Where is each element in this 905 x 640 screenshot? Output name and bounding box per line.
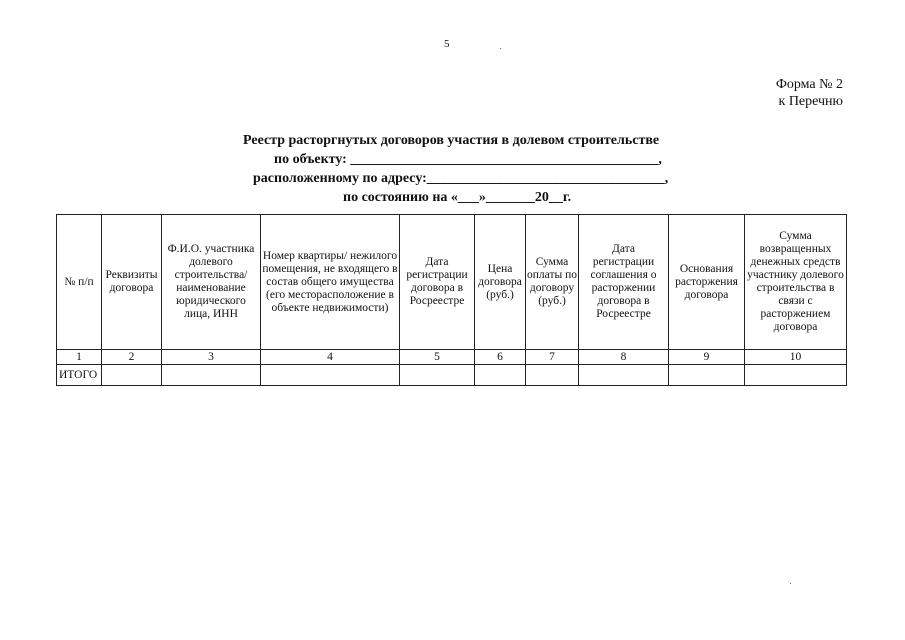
total-row	[57, 365, 847, 386]
scan-dot	[790, 583, 791, 584]
total-cell	[261, 365, 400, 386]
header-cell-participant: Ф.И.О. участника долевого строительства/ наименование юридического лица, ИНН	[162, 215, 261, 350]
column-number: 6	[475, 350, 526, 365]
column-number: 1	[57, 350, 102, 365]
total-cell	[162, 365, 261, 386]
page-number: 5	[444, 38, 450, 50]
scan-dot	[500, 48, 501, 49]
total-cell	[400, 365, 475, 386]
header-cell-termination-grounds: Основания расторжения договора	[669, 215, 745, 350]
header-cell-termination-date: Дата регистрации соглашения о расторжении договора в Росреестре	[579, 215, 669, 350]
column-number: 3	[162, 350, 261, 365]
registry-table	[56, 214, 847, 386]
form-reference: к Перечню	[778, 94, 843, 109]
total-cell	[102, 365, 162, 386]
header-row	[57, 215, 847, 350]
title-line: Реестр расторгнутых договоров участия в долевом строительстве	[243, 133, 660, 148]
document-title	[200, 131, 740, 207]
column-number: 8	[579, 350, 669, 365]
column-number: 7	[526, 350, 579, 365]
form-number: Форма № 2	[775, 77, 843, 92]
total-cell	[526, 365, 579, 386]
header-cell-registration-date: Дата регистрации договора в Росреестре	[400, 215, 475, 350]
column-number: 10	[745, 350, 847, 365]
column-number-row	[57, 350, 847, 365]
header-cell-payment-sum: Сумма оплаты по договору (руб.)	[526, 215, 579, 350]
column-number: 5	[400, 350, 475, 365]
column-number: 2	[102, 350, 162, 365]
header-cell-number: № п/п	[57, 215, 102, 350]
object-line: по объекту: ____________________________________________,	[274, 152, 662, 167]
total-cell	[669, 365, 745, 386]
total-cell	[579, 365, 669, 386]
column-number: 4	[261, 350, 400, 365]
header-cell-price: Цена договора (руб.)	[475, 215, 526, 350]
total-cell	[475, 365, 526, 386]
header-cell-refund-sum: Сумма возвращенных денежных средств участнику долевого строительства в связи с расторжением договора	[745, 215, 847, 350]
form-label	[776, 76, 843, 110]
address-line: расположенному по адресу:__________________________________,	[253, 171, 669, 186]
total-label: ИТОГО	[57, 365, 102, 386]
column-number: 9	[669, 350, 745, 365]
header-cell-premises: Номер квартиры/ нежилого помещения, не входящего в состав общего имущества (его месторасположение в объекте недвижимости)	[261, 215, 400, 350]
date-line: по состоянию на «___»_______20__г.	[343, 190, 572, 205]
header-cell-contract-details: Реквизиты договора	[102, 215, 162, 350]
total-cell	[745, 365, 847, 386]
